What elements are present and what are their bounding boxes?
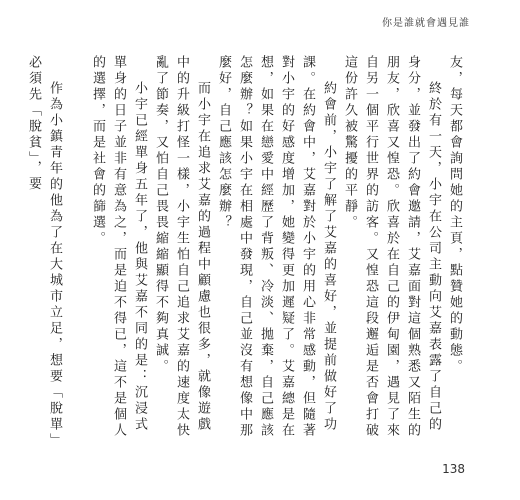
paragraph-4: 而小宇在追求艾嘉的過程中顧慮也很多，就像遊戲中的升級打怪一樣，小宇生怕自己追求艾嘉的速度太快亂了節奏，又怕自己畏畏縮縮顯得不夠真誠。: [153, 55, 210, 439]
paragraph-3: 約會前，小宇了解了艾嘉的喜好，並提前做好了功課。在約會中，艾嘉對於小宇的用心非常感動，但隨著對小宇的好感度增加，她變得更加遲疑了。艾嘉總是在想，如果在戀愛中經歷了背叛、冷淡、拋棄，自己應該怎麼辦？如果小宇在相處中發現，自己並沒有想像中那麼好，自己應該怎麼辦？: [216, 55, 336, 439]
paragraph-6: 作為小鎮青年的他為了在大城市立足，想要「脫單」必須先「脫貧」，要: [26, 55, 62, 443]
paragraph-1: 友，每天都會詢問她的主頁，點贊她的動態。: [447, 55, 462, 375]
page-number: 138: [442, 462, 465, 476]
paragraph-2: 終於有一天，小宇在公司主動向艾嘉表露了自己的身分，並發出了約會邀請，艾嘉面對這個熟悉又陌生的朋友，欣喜又惶恐。欣喜於在自己的伊甸園，遇見了來自另一個平行世界的訪客。又惶恐這段邂逅是否會打破這份許久被驚擾的平靜。: [342, 55, 441, 439]
paragraph-5: 小宇已經單身五年了，他與艾嘉不同的是：沉浸式單身的日子並非有意為之，而是迫不得已，這不是個人的選擇，而是社會的篩選。: [90, 55, 147, 439]
running-header: 你是誰就會遇見誰: [382, 18, 470, 29]
vertical-text-body: [23, 55, 465, 445]
